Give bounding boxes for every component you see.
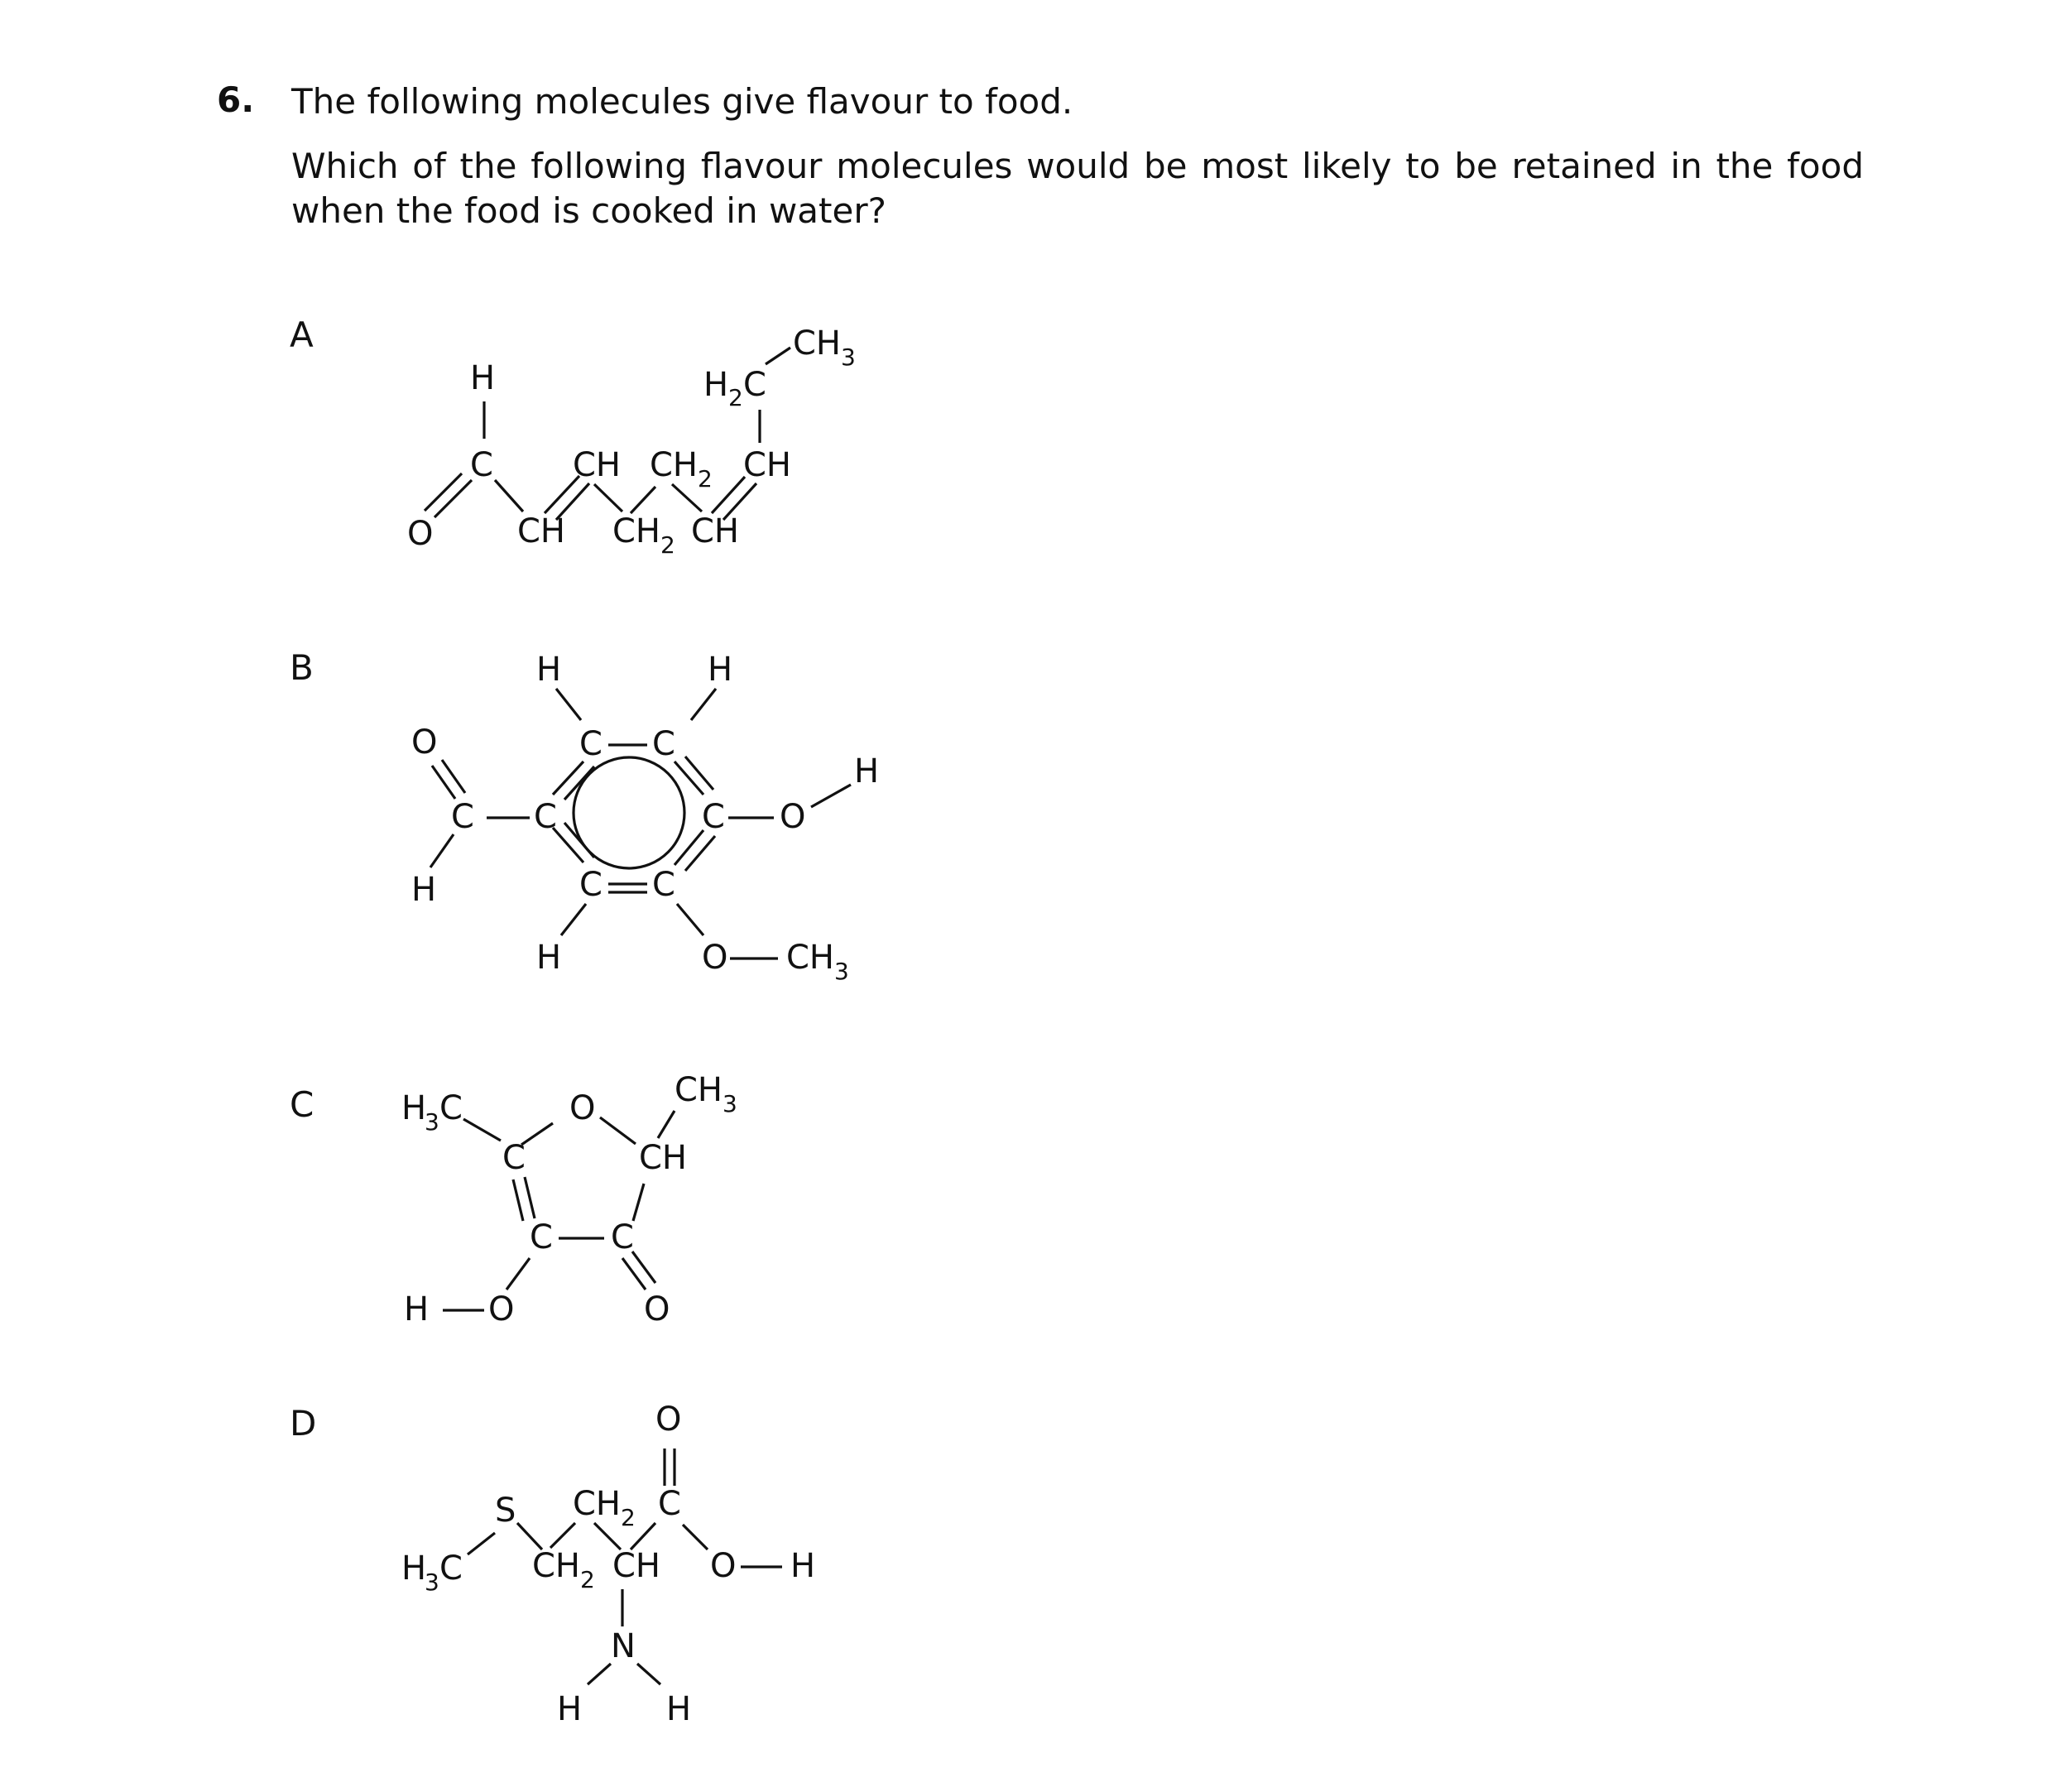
svg-text:CH: CH	[650, 446, 699, 484]
option-b-label[interactable]: B	[290, 647, 314, 688]
option-d-label[interactable]: D	[290, 1403, 317, 1444]
svg-text:C: C	[611, 1218, 634, 1256]
question-prompt: Which of the following flavour molecules would be most likely to be retained in the food when the food is cooked in water?	[291, 146, 1864, 231]
svg-text:O: O	[569, 1089, 596, 1127]
svg-text:3: 3	[723, 1090, 737, 1117]
svg-text:H: H	[401, 1549, 427, 1588]
svg-text:CH: CH	[675, 1071, 723, 1109]
svg-text:H: H	[536, 939, 562, 977]
svg-text:H: H	[404, 1290, 430, 1328]
svg-text:CH: CH	[639, 1139, 688, 1177]
question-intro: The following molecules give flavour to food.	[291, 81, 1073, 122]
svg-text:H: H	[401, 1089, 427, 1127]
svg-text:2: 2	[728, 384, 743, 411]
svg-text:C: C	[652, 725, 675, 763]
svg-text:H: H	[708, 651, 733, 689]
svg-text:3: 3	[425, 1108, 439, 1136]
svg-text:C: C	[743, 366, 766, 404]
svg-text:H: H	[470, 359, 496, 397]
svg-text:O: O	[710, 1547, 737, 1585]
svg-text:CH: CH	[573, 446, 622, 484]
svg-text:H: H	[557, 1690, 583, 1728]
svg-text:3: 3	[841, 344, 856, 371]
svg-text:C: C	[439, 1089, 463, 1127]
svg-text:2: 2	[580, 1566, 595, 1593]
option-a-label[interactable]: A	[290, 315, 314, 355]
svg-text:CH: CH	[612, 1547, 661, 1585]
svg-text:O: O	[780, 798, 806, 836]
svg-text:3: 3	[834, 958, 849, 985]
svg-text:O: O	[488, 1290, 515, 1328]
svg-text:CH: CH	[743, 446, 792, 484]
molecule-c[interactable]	[401, 1071, 737, 1328]
molecule-b[interactable]	[411, 651, 879, 985]
svg-text:C: C	[652, 866, 675, 904]
svg-text:CH: CH	[786, 939, 835, 977]
option-c-label[interactable]: C	[290, 1084, 314, 1125]
svg-text:H: H	[666, 1690, 692, 1728]
svg-text:S: S	[495, 1492, 516, 1530]
svg-text:2: 2	[660, 531, 675, 559]
svg-text:C: C	[658, 1485, 681, 1523]
svg-text:O: O	[644, 1290, 670, 1328]
question-number: 6.	[217, 79, 255, 120]
svg-text:CH: CH	[612, 512, 661, 550]
svg-text:O: O	[655, 1400, 682, 1439]
svg-text:C: C	[439, 1549, 463, 1588]
svg-text:H: H	[854, 752, 880, 790]
svg-text:C: C	[702, 798, 725, 836]
svg-text:CH: CH	[532, 1547, 581, 1585]
svg-text:C: C	[579, 866, 603, 904]
svg-text:CH: CH	[793, 324, 842, 363]
svg-text:H: H	[703, 366, 729, 404]
svg-text:2: 2	[621, 1504, 636, 1531]
svg-text:C: C	[451, 798, 474, 836]
svg-text:O: O	[702, 939, 728, 977]
svg-text:C: C	[502, 1139, 526, 1177]
svg-text:C: C	[530, 1218, 553, 1256]
svg-text:C: C	[534, 798, 557, 836]
svg-text:3: 3	[425, 1569, 439, 1596]
svg-text:CH: CH	[517, 512, 566, 550]
svg-text:H: H	[790, 1547, 816, 1585]
svg-text:C: C	[470, 446, 493, 484]
svg-text:CH: CH	[573, 1485, 622, 1523]
svg-text:H: H	[536, 651, 562, 689]
svg-text:CH: CH	[691, 512, 740, 550]
svg-text:H: H	[411, 871, 437, 909]
molecule-d[interactable]	[401, 1400, 815, 1728]
svg-text:2: 2	[698, 465, 713, 492]
molecule-a[interactable]	[407, 324, 856, 559]
svg-text:O: O	[407, 515, 434, 553]
svg-text:C: C	[579, 725, 603, 763]
svg-text:N: N	[611, 1627, 636, 1665]
svg-text:O: O	[411, 723, 438, 761]
